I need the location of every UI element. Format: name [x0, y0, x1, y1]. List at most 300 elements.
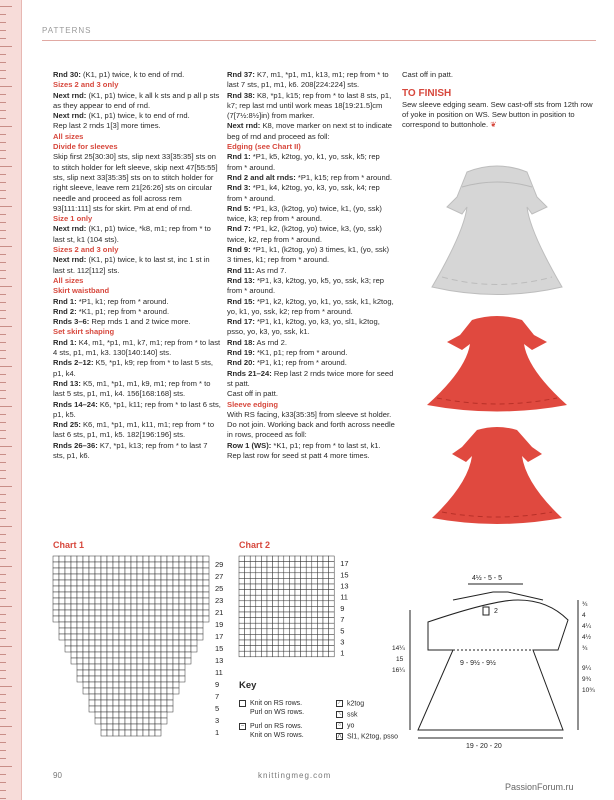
- chart-cell: [239, 640, 245, 646]
- chart-row-number: 17: [215, 631, 224, 641]
- finish-text: [402, 100, 598, 131]
- chart-cell: [113, 700, 119, 706]
- chart-cell: [185, 610, 191, 616]
- row-text: Rep last 2 rnds 1[3] more times.: [53, 121, 161, 131]
- chart-cell: [155, 556, 161, 562]
- chart-cell: [83, 598, 89, 604]
- chart-cell: [149, 580, 155, 586]
- ruler-tick: [0, 390, 6, 391]
- chart-cell: [83, 556, 89, 562]
- chart-cell: [185, 616, 191, 622]
- chart-cell: [113, 574, 119, 580]
- chart-cell: [125, 574, 131, 580]
- chart-cell: [250, 646, 256, 652]
- chart-cell: [131, 694, 137, 700]
- chart-cell: [239, 618, 245, 624]
- chart-cell: [119, 592, 125, 598]
- chart-cell: [323, 646, 329, 652]
- chart-cell: [125, 568, 131, 574]
- chart-cell: [185, 574, 191, 580]
- chart-cell: [323, 590, 329, 596]
- row-text: K5, *p1, k9; rep from * to last 5 sts, p1, k4.: [53, 358, 213, 378]
- chart-cell: [119, 724, 125, 730]
- chart-cell: [261, 640, 267, 646]
- chart-cell: [179, 652, 185, 658]
- row-text: With RS facing, k33[35:35] from sleeve st holder. Do not join. Working back and forth across needle in rows, proceed as foll:: [227, 409, 395, 440]
- row-text: As rnd 2.: [254, 337, 287, 347]
- chart-cell: [113, 676, 119, 682]
- dim-mid: 9 - 9½ - 9½: [460, 660, 496, 667]
- ruler-tick: [0, 350, 6, 351]
- col1-line: [53, 286, 221, 296]
- chart-cell: [173, 592, 179, 598]
- chart-cell: [65, 580, 71, 586]
- chart-cell: [295, 634, 301, 640]
- chart-cell: [77, 598, 83, 604]
- chart-cell: [77, 574, 83, 580]
- chart-cell: [59, 634, 65, 640]
- chart-cell: [83, 616, 89, 622]
- row-text: Cast off in patt.: [227, 389, 278, 399]
- chart-cell: [329, 640, 335, 646]
- chart-cell: [125, 556, 131, 562]
- chart-cell: [71, 562, 77, 568]
- chart-cell: [137, 622, 143, 628]
- chart-cell: [119, 676, 125, 682]
- chart-cell: [83, 634, 89, 640]
- chart-cell: [137, 712, 143, 718]
- col2-line: [227, 183, 395, 204]
- chart-cell: [273, 623, 279, 629]
- chart-cell: [53, 586, 59, 592]
- chart-cell: [167, 604, 173, 610]
- chart-cell: [167, 592, 173, 598]
- chart-row-number: 15: [215, 643, 224, 653]
- chart-cell: [278, 629, 284, 635]
- chart-cell: [65, 556, 71, 562]
- chart-cell: [284, 578, 290, 584]
- chart-cell: [107, 628, 113, 634]
- ruler-tick: [0, 118, 6, 119]
- ruler-tick: [0, 278, 6, 279]
- chart-cell: [83, 628, 89, 634]
- chart-cell: [329, 584, 335, 590]
- row-text: As rnd 7.: [254, 265, 287, 275]
- chart-cell: [261, 573, 267, 579]
- chart-cell: [119, 658, 125, 664]
- dim-right-4: ¾: [582, 645, 588, 652]
- chart-cell: [95, 562, 101, 568]
- chart-cell: [155, 586, 161, 592]
- chart-cell: [250, 601, 256, 607]
- chart-cell: [301, 595, 307, 601]
- chart-cell: [317, 640, 323, 646]
- chart-cell: [312, 590, 318, 596]
- ruler-tick: [0, 166, 12, 167]
- chart-cell: [125, 676, 131, 682]
- ruler-tick: [0, 582, 6, 583]
- chart-cell: [101, 562, 107, 568]
- chart-cell: [143, 610, 149, 616]
- chart-cell: [107, 568, 113, 574]
- chart-cell: [65, 586, 71, 592]
- chart-cell: [77, 634, 83, 640]
- col1-line: [53, 121, 221, 131]
- chart-cell: [149, 694, 155, 700]
- ruler-tick: [0, 174, 6, 175]
- chart-cell: [167, 676, 173, 682]
- chart-cell: [83, 604, 89, 610]
- chart-cell: [155, 562, 161, 568]
- ruler-tick: [0, 638, 6, 639]
- chart-cell: [101, 616, 107, 622]
- ruler-tick: [0, 134, 6, 135]
- chart-cell: [161, 640, 167, 646]
- ruler-tick: [0, 102, 6, 103]
- dim-right-1: 4: [582, 612, 586, 619]
- chart-cell: [77, 586, 83, 592]
- chart-cell: [101, 724, 107, 730]
- chart-row-number: 25: [215, 583, 224, 593]
- chart-cell: [131, 670, 137, 676]
- chart-cell: [191, 562, 197, 568]
- chart-cell: [149, 592, 155, 598]
- chart-cell: [101, 652, 107, 658]
- chart-cell: [167, 622, 173, 628]
- row-text: *P1, k2, k2tog, yo, k1, yo, ssk, k1, k2tog, yo, k1, yo, ssk, k2; rep from * around.: [227, 296, 394, 316]
- chart-cell: [284, 573, 290, 579]
- chart-cell: [197, 598, 203, 604]
- ruler-tick: [0, 30, 6, 31]
- chart-cell: [203, 592, 209, 598]
- ruler-tick: [0, 246, 12, 247]
- chart-cell: [161, 676, 167, 682]
- chart-cell: [119, 682, 125, 688]
- row-text: K7, m1, *p1, m1, k13, m1; rep from * to last 7 sts, p1, m1, k6. 208[224:224] sts.: [227, 70, 389, 90]
- chart-cell: [155, 694, 161, 700]
- chart-cell: [155, 592, 161, 598]
- row-text: K8, *p1, k15; rep from * to last 8 sts, p1, k7; rep last rnd until work meas 18[19:21.5]cm (7[7½:8½]in) from marker.: [227, 90, 392, 121]
- row-text: (K1, p1) twice, k all k sts and p all p sts as they appear to end of rnd.: [53, 90, 220, 110]
- chart-cell: [329, 573, 335, 579]
- row-label: Rnds 14–24:: [53, 399, 98, 409]
- chart-cell: [119, 604, 125, 610]
- chart-cell: [267, 556, 273, 562]
- row-label: Rnd 2:: [53, 306, 77, 316]
- chart-cell: [119, 580, 125, 586]
- key-title: Key: [239, 680, 257, 691]
- chart-cell: [289, 606, 295, 612]
- chart-cell: [256, 573, 262, 579]
- chart-cell: [167, 700, 173, 706]
- chart-cell: [107, 652, 113, 658]
- row-label: Rnd 15:: [227, 296, 255, 306]
- chart-cell: [267, 629, 273, 635]
- chart-cell: [239, 629, 245, 635]
- chart-cell: [179, 592, 185, 598]
- ruler-tick: [0, 558, 6, 559]
- row-label: Next rnd:: [53, 255, 87, 265]
- chart-cell: [197, 616, 203, 622]
- key-knit-b: Purl on WS rows.: [250, 708, 305, 716]
- chart-cell: [239, 634, 245, 640]
- chart-cell: [131, 616, 137, 622]
- chart-cell: [119, 652, 125, 658]
- ruler-tick: [0, 606, 12, 607]
- chart-row-number: 13: [215, 655, 224, 665]
- chart-cell: [191, 556, 197, 562]
- chart-cell: [203, 604, 209, 610]
- ruler-tick: [0, 190, 6, 191]
- chart-cell: [317, 601, 323, 607]
- ruler-tick: [0, 222, 6, 223]
- col1-line: [53, 420, 221, 441]
- dress-schematic: [392, 570, 598, 755]
- ruler-tick: [0, 286, 12, 287]
- row-label: Rnd 7:: [227, 224, 251, 234]
- chart-cell: [149, 670, 155, 676]
- chart-cell: [137, 604, 143, 610]
- row-text: K5, m1, *p1, m1, k9, m1; rep from * to last 5 sts, p1, m1, k4. 156[168:168] sts.: [53, 378, 211, 399]
- chart-cell: [95, 640, 101, 646]
- chart-cell: [179, 640, 185, 646]
- chart-cell: [137, 556, 143, 562]
- chart-cell: [278, 618, 284, 624]
- chart-cell: [119, 640, 125, 646]
- chart-cell: [245, 618, 251, 624]
- chart-cell: [273, 573, 279, 579]
- row-text: K8, move marker on next st to indicate beg of rnd and proceed as foll:: [227, 121, 393, 141]
- chart-cell: [278, 567, 284, 573]
- chart-cell: [65, 634, 71, 640]
- chart-cell: [323, 623, 329, 629]
- chart-cell: [267, 573, 273, 579]
- chart-cell: [143, 688, 149, 694]
- chart-cell: [203, 568, 209, 574]
- chart-cell: [161, 574, 167, 580]
- chart-cell: [245, 562, 251, 568]
- chart-cell: [125, 640, 131, 646]
- chart-cell: [284, 623, 290, 629]
- chart-cell: [89, 568, 95, 574]
- chart-cell: [167, 652, 173, 658]
- chart-cell: [267, 562, 273, 568]
- chart-cell: [191, 610, 197, 616]
- chart-cell: [107, 658, 113, 664]
- col2-line: [227, 358, 395, 368]
- chart-cell: [191, 592, 197, 598]
- col2-line: [227, 317, 395, 338]
- chart-cell: [95, 718, 101, 724]
- chart-cell: [71, 658, 77, 664]
- chart-cell: [119, 694, 125, 700]
- chart-cell: [59, 562, 65, 568]
- chart-cell: [71, 568, 77, 574]
- chart-cell: [131, 646, 137, 652]
- chart-cell: [143, 646, 149, 652]
- ruler-tick: [0, 110, 6, 111]
- chart-cell: [317, 584, 323, 590]
- chart-cell: [143, 700, 149, 706]
- row-text: Rep last 2 rnds twice more for seed st patt.: [227, 368, 394, 388]
- ruler-tick: [0, 454, 6, 455]
- col2-line: [227, 204, 395, 225]
- ruler-tick: [0, 742, 6, 743]
- chart-cell: [149, 676, 155, 682]
- chart-cell: [77, 616, 83, 622]
- chart-cell: [155, 574, 161, 580]
- ruler-tick: [0, 70, 6, 71]
- chart-cell: [301, 629, 307, 635]
- chart-cell: [119, 700, 125, 706]
- chart-cell: [329, 567, 335, 573]
- chart-cell: [119, 556, 125, 562]
- ruler-tick: [0, 502, 6, 503]
- chart-cell: [89, 562, 95, 568]
- col2-line: [227, 338, 395, 348]
- chart-cell: [306, 601, 312, 607]
- chart-cell: [185, 556, 191, 562]
- chart-cell: [119, 730, 125, 736]
- chart-cell: [131, 562, 137, 568]
- ruler-tick: [0, 598, 6, 599]
- chart-cell: [245, 634, 251, 640]
- chart-cell: [306, 623, 312, 629]
- chart-cell: [89, 670, 95, 676]
- chart-cell: [301, 601, 307, 607]
- chart-cell: [312, 578, 318, 584]
- subheading: All sizes: [53, 275, 84, 285]
- chart-cell: [312, 556, 318, 562]
- chart-cell: [101, 658, 107, 664]
- chart-cell: [239, 578, 245, 584]
- chart-cell: [239, 573, 245, 579]
- chart-cell: [289, 578, 295, 584]
- chart-cell: [179, 676, 185, 682]
- chart-cell: [119, 598, 125, 604]
- chart-cell: [101, 598, 107, 604]
- chart-cell: [125, 706, 131, 712]
- chart-cell: [71, 598, 77, 604]
- chart-cell: [317, 623, 323, 629]
- chart-cell: [149, 706, 155, 712]
- chart-cell: [250, 590, 256, 596]
- chart-cell: [245, 623, 251, 629]
- subheading: Skirt waistband: [53, 286, 110, 296]
- chart-cell: [65, 574, 71, 580]
- col2-line: [227, 121, 395, 142]
- chart-cell: [107, 574, 113, 580]
- chart-cell: [107, 592, 113, 598]
- chart-cell: [273, 634, 279, 640]
- ruler-tick: [0, 654, 6, 655]
- chart-cell: [71, 556, 77, 562]
- chart-cell: [312, 618, 318, 624]
- chart-cell: [137, 658, 143, 664]
- chart-cell: [161, 568, 167, 574]
- key-item-k2tog: [336, 700, 406, 709]
- chart-cell: [301, 584, 307, 590]
- row-text: K7, *p1, k13; rep from * to last 7 sts, p1, k6.: [53, 440, 208, 460]
- chart-cell: [295, 629, 301, 635]
- chart-cell: [89, 646, 95, 652]
- chart-cell: [101, 694, 107, 700]
- col1-line: [53, 224, 221, 245]
- ruler-tick: [0, 414, 6, 415]
- col1-line: [53, 338, 221, 359]
- chart-cell: [131, 682, 137, 688]
- chart-cell: [179, 604, 185, 610]
- chart-cell: [89, 694, 95, 700]
- col1-line: [53, 441, 221, 462]
- chart-cell: [95, 694, 101, 700]
- chart-cell: [329, 556, 335, 562]
- chart-cell: [113, 622, 119, 628]
- chart-cell: [197, 604, 203, 610]
- row-label: Rnd 37:: [227, 70, 255, 79]
- chart-cell: [113, 652, 119, 658]
- chart-cell: [185, 628, 191, 634]
- chart-cell: [119, 688, 125, 694]
- dim-left-0: 14¼: [392, 645, 405, 652]
- ruler-tick: [0, 614, 6, 615]
- dim-right2-2: 10¾: [582, 687, 595, 694]
- chart-row-number: 9: [340, 603, 345, 613]
- ruler-tick: [0, 182, 6, 183]
- chart-cell: [59, 568, 65, 574]
- chart-cell: [77, 610, 83, 616]
- chart-cell: [179, 580, 185, 586]
- chart-cell: [143, 592, 149, 598]
- key-purl-b: Knit on WS rows.: [250, 731, 304, 739]
- chart-cell: [137, 706, 143, 712]
- chart-cell: [77, 604, 83, 610]
- chart-cell: [289, 601, 295, 607]
- chart-cell: [267, 578, 273, 584]
- chart-cell: [131, 712, 137, 718]
- chart-cell: [143, 574, 149, 580]
- chart-cell: [119, 706, 125, 712]
- chart-cell: [191, 634, 197, 640]
- chart-cell: [59, 622, 65, 628]
- col1-line: [53, 358, 221, 379]
- chart-cell: [125, 604, 131, 610]
- chart-cell: [261, 556, 267, 562]
- chart-cell: [256, 612, 262, 618]
- chart-cell: [95, 592, 101, 598]
- chart-cell: [245, 629, 251, 635]
- chart-cell: [155, 622, 161, 628]
- chart-cell: [131, 730, 137, 736]
- page-header: [42, 26, 602, 35]
- row-text: (K1, p1) twice, *k8, m1; rep from * to last st, k1 (104 sts).: [53, 224, 211, 244]
- chart-cell: [137, 652, 143, 658]
- key-knit-a: Knit on RS rows.: [250, 700, 303, 707]
- chart-cell: [143, 580, 149, 586]
- chart-cell: [125, 580, 131, 586]
- row-text: K6, *p1, k11; rep from * to last 6 sts, p1, k5.: [53, 399, 221, 419]
- chart-cell: [289, 573, 295, 579]
- chart-cell: [119, 664, 125, 670]
- chart-cell: [261, 623, 267, 629]
- chart-cell: [301, 646, 307, 652]
- chart-cell: [256, 556, 262, 562]
- chart2-grid: [239, 556, 369, 660]
- chart-cell: [59, 604, 65, 610]
- dress-photo-white: [402, 152, 592, 302]
- chart-cell: [250, 651, 256, 657]
- chart-cell: [113, 562, 119, 568]
